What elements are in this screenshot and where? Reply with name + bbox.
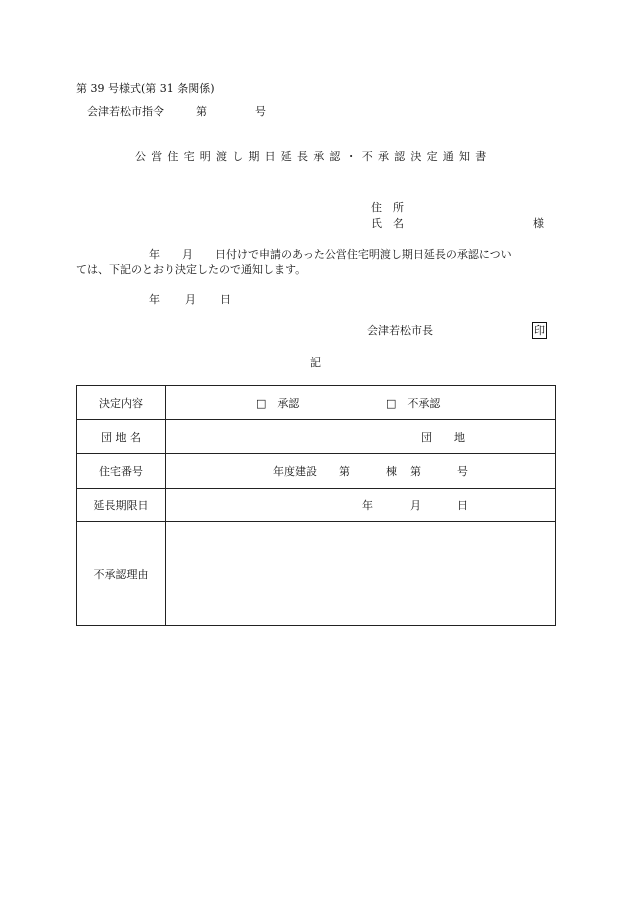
row-reason [77, 522, 556, 626]
ref-dai: 第 [196, 105, 207, 118]
deadline-month: 月 [410, 499, 421, 512]
housing-cell[interactable] [166, 454, 556, 489]
date-year: 年 [149, 293, 160, 306]
disapprove-checkbox[interactable]: □ 不承認 [386, 396, 441, 410]
complex-cell[interactable] [166, 420, 556, 454]
housing-label: 住宅番号 [77, 454, 166, 489]
seal-mark: 印 [534, 324, 545, 337]
ref-city: 会津若松市指令 [87, 105, 164, 118]
reason-cell[interactable] [166, 522, 556, 626]
date-month: 月 [185, 293, 196, 306]
name-label: 氏 名 [371, 217, 404, 230]
ref-go: 号 [255, 105, 266, 118]
document-title: 公営住宅明渡し期日延長承認・不承認決定通知書 [135, 150, 492, 163]
deadline-cell[interactable] [166, 489, 556, 522]
address-label: 住 所 [371, 201, 404, 214]
row-complex [77, 420, 556, 454]
body-line-1: 年 月 日付けで申請のあった公営住宅明渡し期日延長の承認につい [149, 248, 512, 261]
dai-2-text: 第 [410, 465, 421, 478]
deadline-year: 年 [362, 499, 373, 512]
reason-label: 不承認理由 [77, 522, 166, 626]
deadline-label: 延長期限日 [77, 489, 166, 522]
row-decision [77, 386, 556, 420]
year-built-text: 年度建設 [273, 465, 317, 478]
decision-label: 決定内容 [77, 386, 166, 420]
body-line-2: ては、下記のとおり決定したので通知します。 [76, 263, 307, 276]
deadline-day: 日 [457, 499, 468, 512]
complex-suffix: 団 地 [421, 430, 465, 444]
complex-label: 団 地 名 [77, 420, 166, 454]
go-text: 号 [457, 465, 468, 478]
ki-mark: 記 [310, 356, 321, 369]
honorific: 様 [533, 217, 544, 230]
decision-table [76, 385, 556, 626]
form-number: 第 39 号様式(第 31 条関係) [76, 82, 215, 95]
approve-checkbox[interactable]: □ 承認 [256, 396, 300, 410]
row-deadline [77, 489, 556, 522]
decision-cell [166, 386, 556, 420]
tou-text: 棟 [386, 465, 397, 478]
dai-1-text: 第 [339, 465, 350, 478]
issuer-title: 会津若松市長 [367, 324, 433, 337]
row-housing [77, 454, 556, 489]
date-day: 日 [220, 293, 231, 306]
